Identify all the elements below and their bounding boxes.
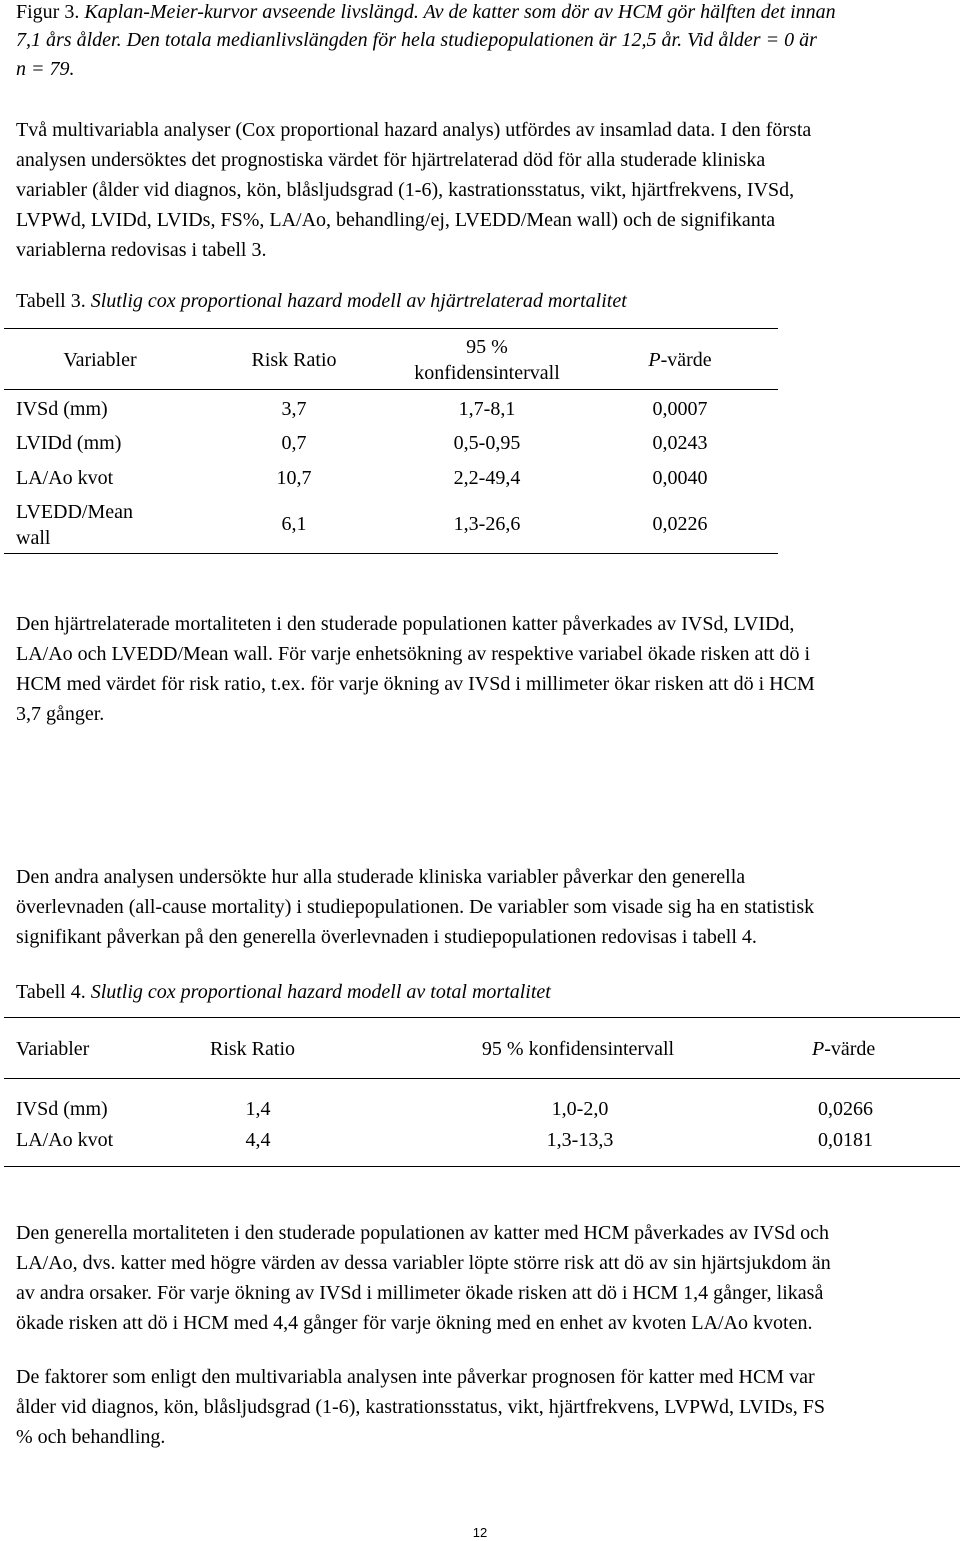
table3-header-rule: [4, 389, 778, 390]
figure-caption-line-2: 7,1 års ålder. Den totala medianlivslängden för hela studiepopulationen är 12,5 år. Vid ålder = 0 är: [16, 29, 817, 51]
table4-cell-rr: 1,4: [245, 1098, 271, 1120]
text-line: Den generella mortaliteten i den studerade populationen av katter med HCM påverkades av IVSd och: [16, 1222, 830, 1244]
table3-top-rule: [4, 328, 778, 329]
table4-header-rule: [4, 1078, 960, 1079]
table3-cell-variable: IVSd (mm): [16, 398, 108, 420]
table3-cell-ci: 2,2-49,4: [453, 467, 521, 489]
table4-label: Tabell 4.: [16, 981, 86, 1003]
table3-bottom-rule: [4, 553, 778, 554]
table4-cell-rr: 4,4: [245, 1129, 271, 1151]
table4-caption: [16, 977, 551, 1007]
table4-cell-ci: 1,0-2,0: [551, 1098, 609, 1120]
text-line: variablerna redovisas i tabell 3.: [16, 239, 267, 261]
table3-header-ci-line1: 95 %: [466, 336, 508, 358]
text-line: Den hjärtrelaterade mortaliteten i den studerade populationen katter påverkades av IVSd, LVIDd,: [16, 613, 795, 635]
table4-header-risk-ratio: Risk Ratio: [210, 1038, 296, 1060]
table4-header-ci: 95 % konfidensintervall: [481, 1038, 675, 1060]
table3-cell-p: 0,0226: [652, 513, 708, 535]
text-line: ökade risken att dö i HCM med 4,4 gånger för varje ökning med en enhet av kvoten LA/Ao kvoten.: [16, 1312, 813, 1334]
table4-cell-variable: IVSd (mm): [16, 1098, 108, 1120]
table3-cell-ci: 0,5-0,95: [453, 432, 521, 454]
table3-cell-p: 0,0007: [652, 398, 708, 420]
text-line: LA/Ao och LVEDD/Mean wall. För varje enhetsökning av respektive variabel ökade risken att dö i: [16, 643, 811, 665]
table4-cell-p: 0,0266: [818, 1098, 873, 1120]
text-line: Den andra analysen undersökte hur alla studerade kliniska variabler påverkar den generella: [16, 866, 746, 888]
table4-cell-p: 0,0181: [818, 1129, 873, 1151]
text-line: HCM med värdet för risk ratio, t.ex. för varje ökning av IVSd i millimeter ökar risken att dö i HCM: [16, 673, 815, 695]
table3-header-risk-ratio: Risk Ratio: [251, 349, 337, 371]
table3-cell-rr: 10,7: [276, 467, 312, 489]
table3-caption: [16, 286, 627, 316]
table3-cell-variable: LA/Ao kvot: [16, 467, 114, 489]
text-line: av andra orsaker. För varje ökning av IVSd i millimeter ökade risken att dö i HCM 1,4 gånger, likaså: [16, 1282, 824, 1304]
table3-cell-variable: LVIDd (mm): [16, 432, 122, 454]
text-line: LA/Ao, dvs. katter med högre värden av dessa variabler löpte större risk att dö av sin hjärtsjukdom än: [16, 1252, 831, 1274]
table4-top-rule: [4, 1017, 960, 1018]
figure-caption-line-1: [16, 0, 836, 27]
table3-cell-rr: 6,1: [281, 513, 307, 535]
p-italic: P: [648, 349, 661, 371]
table3-title: Slutlig cox proportional hazard modell av hjärtrelaterad mortalitet: [85, 290, 627, 312]
table3-header-p-value: [600, 347, 760, 373]
table4-header-p-value: [812, 1036, 875, 1062]
text-line: ålder vid diagnos, kön, blåsljudsgrad (1-6), kastrationsstatus, vikt, hjärtfrekvens, LVPWd, LVIDs, FS: [16, 1396, 825, 1418]
text-line: överlevnaden (all-cause mortality) i studiepopulationen. De variabler som visade sig ha en statistisk: [16, 896, 815, 918]
p-suffix: -värde: [660, 349, 712, 371]
table3-header-variabler: Variabler: [63, 349, 137, 371]
text-line: De faktorer som enligt den multivariabla analysen inte påverkar prognosen för katter med HCM var: [16, 1366, 815, 1388]
table3-cell-ci: 1,7-8,1: [458, 398, 516, 420]
page-number: 12: [472, 1525, 488, 1540]
table3-cell-p: 0,0243: [652, 432, 708, 454]
text-line: signifikant påverkan på den generella överlevnaden i studiepopulationen redovisas i tabell 4.: [16, 926, 757, 948]
text-line: variabler (ålder vid diagnos, kön, blåsljudsgrad (1-6), kastrationsstatus, vikt, hjärtfrekvens, IVSd,: [16, 179, 795, 201]
table3-label: Tabell 3.: [16, 290, 86, 312]
table3-header-ci-line2: konfidensintervall: [414, 362, 560, 384]
table4-cell-variable: LA/Ao kvot: [16, 1129, 114, 1151]
table3-cell-rr: 0,7: [281, 432, 307, 454]
figure-label: Figur 3.: [16, 1, 80, 23]
table3-cell-variable-line1: LVEDD/Mean: [16, 501, 134, 523]
table3-cell-p: 0,0040: [652, 467, 708, 489]
text-line: LVPWd, LVIDd, LVIDs, FS%, LA/Ao, behandling/ej, LVEDD/Mean wall) och de signifikanta: [16, 209, 776, 231]
table4-title: Slutlig cox proportional hazard modell av total mortalitet: [85, 981, 551, 1003]
table4-cell-ci: 1,3-13,3: [546, 1129, 614, 1151]
text-line: % och behandling.: [16, 1426, 166, 1448]
p-suffix: -värde: [824, 1038, 876, 1060]
figure-caption-text: Kaplan-Meier-kurvor avseende livslängd. Av de katter som dör av HCM gör hälften det innan: [79, 1, 836, 23]
text-line: 3,7 gånger.: [16, 703, 105, 725]
figure-caption-line-3: n = 79.: [16, 58, 75, 80]
table3-cell-variable-line2: wall: [16, 527, 51, 549]
table3-cell-ci: 1,3-26,6: [453, 513, 521, 535]
text-line: Två multivariabla analyser (Cox proportional hazard analys) utfördes av insamlad data. I den första: [16, 119, 812, 141]
table4-bottom-rule: [4, 1166, 960, 1167]
table4-header-variabler: Variabler: [16, 1038, 90, 1060]
text-line: analysen undersöktes det prognostiska värdet för hjärtrelaterad död för alla studerade kliniska: [16, 149, 766, 171]
p-italic: P: [812, 1038, 825, 1060]
table3-cell-rr: 3,7: [281, 398, 307, 420]
